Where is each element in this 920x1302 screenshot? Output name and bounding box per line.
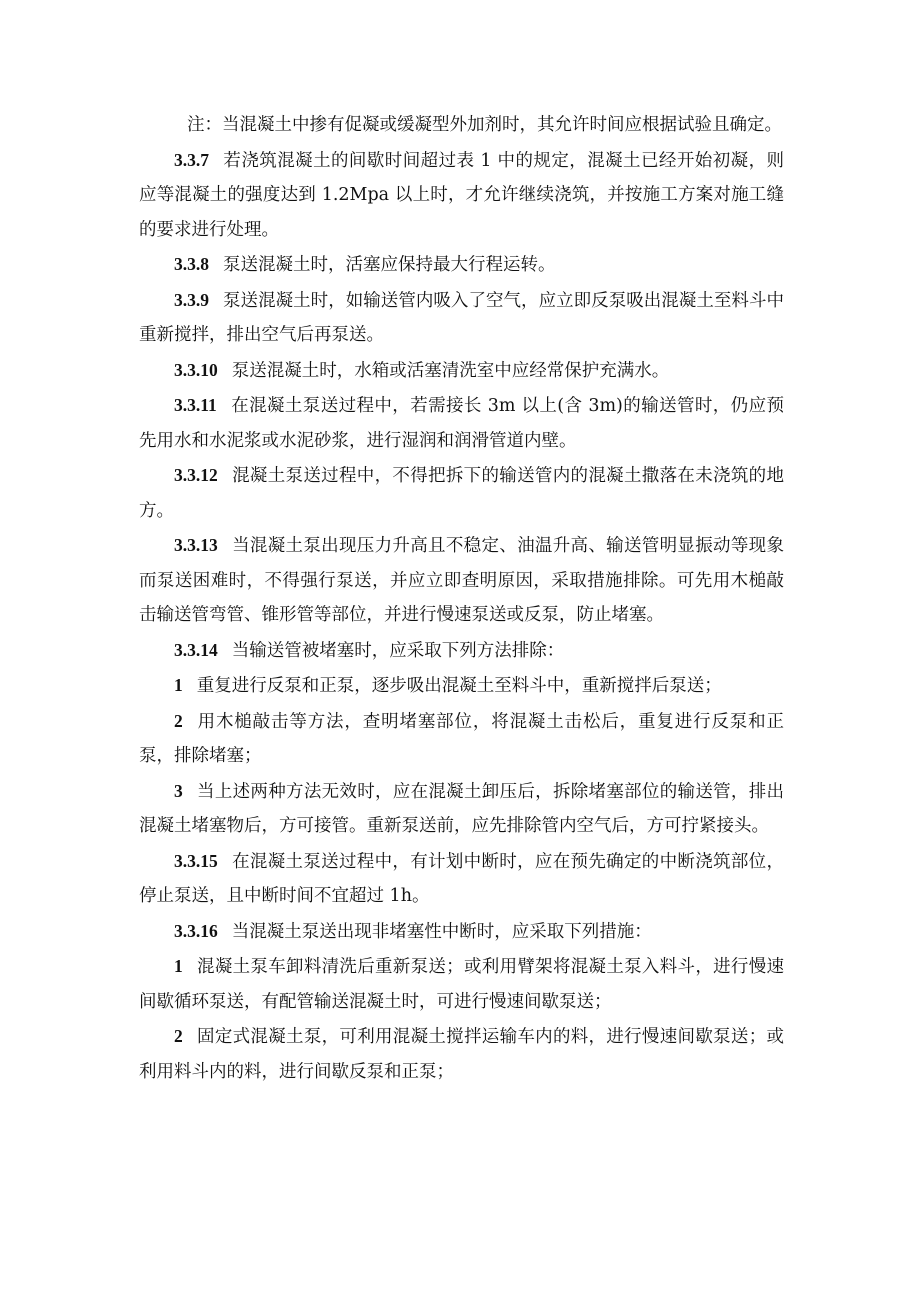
clause-number: 3.3.11 (174, 395, 217, 415)
clause-3-3-13 (139, 528, 784, 633)
item-number: 1 (174, 956, 183, 976)
table-note: 注：当混凝土中掺有促凝或缓凝型外加剂时，其允许时间应根据试验且确定。 (187, 115, 782, 135)
clause-3-3-10 (139, 353, 784, 389)
list-item (139, 774, 784, 844)
clause-3-3-8 (139, 247, 784, 283)
clause-number: 3.3.13 (174, 535, 218, 555)
clause-3-3-16 (139, 914, 784, 950)
item-number: 1 (174, 675, 183, 695)
item-text: 当上述两种方法无效时，应在混凝土卸压后，拆除堵塞部位的输送管，排出混凝土堵塞物后，方可接管。重新泵送前，应先排除管内空气后，方可拧紧接头。 (139, 781, 784, 836)
list-item (139, 668, 784, 704)
clause-text: 泵送混凝土时，活塞应保持最大行程运转。 (223, 255, 556, 275)
list-item (139, 1019, 784, 1089)
clause-number: 3.3.9 (174, 289, 209, 310)
clause-number: 3.3.8 (174, 254, 209, 274)
clause-text: 在混凝土泵送过程中，有计划中断时，应在预先确定的中断浇筑部位，停止泵送，且中断时间不宜超过 1h。 (139, 851, 784, 906)
clause-3-3-9 (139, 283, 784, 353)
item-text: 混凝土泵车卸料清洗后重新泵送；或利用臂架将混凝土泵入料斗，进行慢速间歇循环泵送，有配管输送混凝土时，可进行慢速间歇泵送； (139, 957, 784, 1012)
item-text: 固定式混凝土泵，可利用混凝土搅拌运输车内的料，进行慢速间歇泵送；或利用料斗内的料，进行间歇反泵和正泵； (139, 1027, 784, 1082)
clause-3-3-15 (139, 844, 784, 914)
clause-number: 3.3.15 (174, 850, 218, 871)
clause-text: 若浇筑混凝土的间歇时间超过表 1 中的规定，混凝土已经开始初凝，则应等混凝土的强度达到 1.2Mpa 以上时，才允许继续浇筑，并按施工方案对施工缝的要求进行处理。 (139, 150, 784, 240)
clause-3-3-11 (139, 388, 784, 458)
clause-text: 当混凝土泵送出现非堵塞性中断时，应采取下列措施： (231, 921, 652, 942)
clause-text: 当混凝土泵出现压力升高且不稳定、油温升高、输送管明显振动等现象而泵送困难时，不得强行泵送，并应立即查明原因，采取措施排除。可先用木槌敲击输送管弯管、锥形管等部位，并进行慢速泵送或反泵，防止堵塞。 (139, 536, 784, 625)
list-item (139, 704, 784, 774)
clause-number: 3.3.7 (174, 149, 209, 170)
document-page (139, 108, 784, 1089)
clause-3-3-7 (139, 143, 784, 248)
item-number: 2 (174, 710, 183, 731)
item-text: 重复进行反泵和正泵，逐步吸出混凝土至料斗中，重新搅拌后泵送； (196, 676, 722, 696)
clause-text: 混凝土泵送过程中，不得把拆下的输送管内的混凝土撒落在未浇筑的地方。 (139, 466, 784, 521)
clause-number: 3.3.12 (174, 465, 218, 485)
clause-3-3-14 (139, 633, 784, 669)
clause-text: 在混凝土泵送过程中，若需接长 3m 以上(含 3m)的输送管时，仍应预先用水和水泥浆或水泥砂浆，进行湿润和润滑管道内壁。 (139, 396, 784, 451)
clause-number: 3.3.14 (174, 639, 218, 660)
list-item (139, 949, 784, 1019)
item-text: 用木槌敲击等方法，查明堵塞部位，将混凝土击松后，重复进行反泵和正泵，排除堵塞； (139, 711, 784, 766)
clause-number: 3.3.16 (174, 920, 218, 941)
clause-number: 3.3.10 (174, 359, 218, 380)
clause-3-3-12 (139, 458, 784, 528)
clause-text: 泵送混凝土时，水箱或活塞清洗室中应经常保护充满水。 (231, 360, 670, 381)
item-number: 2 (174, 1026, 183, 1046)
clause-text: 当输送管被堵塞时，应采取下列方法排除： (231, 640, 565, 661)
item-number: 3 (174, 780, 183, 801)
clause-text: 泵送混凝土时，如输送管内吸入了空气，应立即反泵吸出混凝土至料斗中重新搅拌，排出空气后再泵送。 (139, 290, 784, 345)
